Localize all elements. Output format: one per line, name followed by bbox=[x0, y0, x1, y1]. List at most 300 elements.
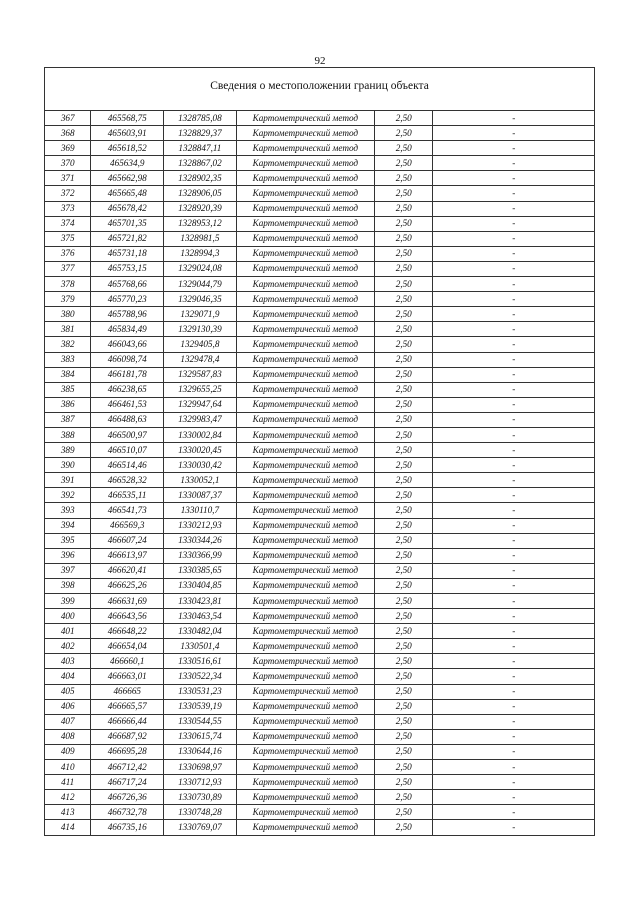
description-cell: - bbox=[433, 775, 595, 790]
point-number-cell: 397 bbox=[45, 563, 91, 578]
table-row bbox=[45, 503, 595, 518]
y-coordinate-cell: 1330110,7 bbox=[164, 503, 237, 518]
accuracy-cell: 2,50 bbox=[374, 412, 433, 427]
method-cell: Картометрический метод bbox=[236, 729, 374, 744]
x-coordinate-cell: 466607,24 bbox=[91, 533, 164, 548]
point-number-cell: 382 bbox=[45, 337, 91, 352]
y-coordinate-cell: 1330615,74 bbox=[164, 729, 237, 744]
x-coordinate-cell: 466461,53 bbox=[91, 397, 164, 412]
x-coordinate-cell: 465678,42 bbox=[91, 201, 164, 216]
method-cell: Картометрический метод bbox=[236, 277, 374, 292]
boundary-coordinates-table bbox=[44, 67, 595, 836]
accuracy-cell: 2,50 bbox=[374, 382, 433, 397]
table-row bbox=[45, 729, 595, 744]
x-coordinate-cell: 466569,3 bbox=[91, 518, 164, 533]
accuracy-cell: 2,50 bbox=[374, 744, 433, 759]
y-coordinate-cell: 1330463,54 bbox=[164, 609, 237, 624]
point-number-cell: 393 bbox=[45, 503, 91, 518]
table-title: Сведения о местоположении границ объекта bbox=[45, 68, 595, 111]
point-number-cell: 404 bbox=[45, 669, 91, 684]
description-cell: - bbox=[433, 594, 595, 609]
description-cell: - bbox=[433, 352, 595, 367]
description-cell: - bbox=[433, 684, 595, 699]
point-number-cell: 405 bbox=[45, 684, 91, 699]
method-cell: Картометрический метод bbox=[236, 201, 374, 216]
description-cell: - bbox=[433, 820, 595, 835]
point-number-cell: 372 bbox=[45, 186, 91, 201]
point-number-cell: 387 bbox=[45, 412, 91, 427]
accuracy-cell: 2,50 bbox=[374, 548, 433, 563]
x-coordinate-cell: 466528,32 bbox=[91, 473, 164, 488]
point-number-cell: 409 bbox=[45, 744, 91, 759]
method-cell: Картометрический метод bbox=[236, 684, 374, 699]
description-cell: - bbox=[433, 307, 595, 322]
description-cell: - bbox=[433, 503, 595, 518]
point-number-cell: 376 bbox=[45, 246, 91, 261]
table-row bbox=[45, 156, 595, 171]
table-row bbox=[45, 533, 595, 548]
method-cell: Картометрический метод bbox=[236, 669, 374, 684]
accuracy-cell: 2,50 bbox=[374, 639, 433, 654]
point-number-cell: 410 bbox=[45, 760, 91, 775]
table-row bbox=[45, 744, 595, 759]
description-cell: - bbox=[433, 639, 595, 654]
point-number-cell: 408 bbox=[45, 729, 91, 744]
point-number-cell: 407 bbox=[45, 714, 91, 729]
y-coordinate-cell: 1330539,19 bbox=[164, 699, 237, 714]
x-coordinate-cell: 465634,9 bbox=[91, 156, 164, 171]
description-cell: - bbox=[433, 412, 595, 427]
x-coordinate-cell: 465662,98 bbox=[91, 171, 164, 186]
y-coordinate-cell: 1330020,45 bbox=[164, 443, 237, 458]
method-cell: Картометрический метод bbox=[236, 292, 374, 307]
table-row bbox=[45, 548, 595, 563]
x-coordinate-cell: 466665 bbox=[91, 684, 164, 699]
accuracy-cell: 2,50 bbox=[374, 111, 433, 126]
y-coordinate-cell: 1330423,81 bbox=[164, 594, 237, 609]
point-number-cell: 401 bbox=[45, 624, 91, 639]
y-coordinate-cell: 1329405,8 bbox=[164, 337, 237, 352]
accuracy-cell: 2,50 bbox=[374, 261, 433, 276]
description-cell: - bbox=[433, 216, 595, 231]
method-cell: Картометрический метод bbox=[236, 307, 374, 322]
description-cell: - bbox=[433, 609, 595, 624]
table-row bbox=[45, 277, 595, 292]
x-coordinate-cell: 466181,78 bbox=[91, 367, 164, 382]
table-row bbox=[45, 367, 595, 382]
description-cell: - bbox=[433, 111, 595, 126]
table-row bbox=[45, 594, 595, 609]
x-coordinate-cell: 466732,78 bbox=[91, 805, 164, 820]
x-coordinate-cell: 465788,96 bbox=[91, 307, 164, 322]
point-number-cell: 369 bbox=[45, 141, 91, 156]
y-coordinate-cell: 1328847,11 bbox=[164, 141, 237, 156]
x-coordinate-cell: 466514,46 bbox=[91, 458, 164, 473]
table-row bbox=[45, 443, 595, 458]
x-coordinate-cell: 465731,18 bbox=[91, 246, 164, 261]
y-coordinate-cell: 1330712,93 bbox=[164, 775, 237, 790]
method-cell: Картометрический метод bbox=[236, 352, 374, 367]
point-number-cell: 375 bbox=[45, 231, 91, 246]
method-cell: Картометрический метод bbox=[236, 609, 374, 624]
accuracy-cell: 2,50 bbox=[374, 156, 433, 171]
y-coordinate-cell: 1330482,04 bbox=[164, 624, 237, 639]
table-row bbox=[45, 216, 595, 231]
x-coordinate-cell: 465618,52 bbox=[91, 141, 164, 156]
method-cell: Картометрический метод bbox=[236, 397, 374, 412]
point-number-cell: 398 bbox=[45, 578, 91, 593]
point-number-cell: 367 bbox=[45, 111, 91, 126]
method-cell: Картометрический метод bbox=[236, 412, 374, 427]
method-cell: Картометрический метод bbox=[236, 186, 374, 201]
y-coordinate-cell: 1328785,08 bbox=[164, 111, 237, 126]
method-cell: Картометрический метод bbox=[236, 443, 374, 458]
accuracy-cell: 2,50 bbox=[374, 443, 433, 458]
point-number-cell: 390 bbox=[45, 458, 91, 473]
point-number-cell: 384 bbox=[45, 367, 91, 382]
table-row bbox=[45, 397, 595, 412]
y-coordinate-cell: 1330769,07 bbox=[164, 820, 237, 835]
description-cell: - bbox=[433, 156, 595, 171]
table-row bbox=[45, 352, 595, 367]
table-row bbox=[45, 126, 595, 141]
x-coordinate-cell: 466663,01 bbox=[91, 669, 164, 684]
method-cell: Картометрический метод bbox=[236, 382, 374, 397]
description-cell: - bbox=[433, 714, 595, 729]
y-coordinate-cell: 1328994,3 bbox=[164, 246, 237, 261]
point-number-cell: 391 bbox=[45, 473, 91, 488]
method-cell: Картометрический метод bbox=[236, 156, 374, 171]
point-number-cell: 379 bbox=[45, 292, 91, 307]
x-coordinate-cell: 466717,24 bbox=[91, 775, 164, 790]
accuracy-cell: 2,50 bbox=[374, 216, 433, 231]
accuracy-cell: 2,50 bbox=[374, 171, 433, 186]
accuracy-cell: 2,50 bbox=[374, 246, 433, 261]
table-row bbox=[45, 639, 595, 654]
y-coordinate-cell: 1328829,37 bbox=[164, 126, 237, 141]
point-number-cell: 412 bbox=[45, 790, 91, 805]
accuracy-cell: 2,50 bbox=[374, 609, 433, 624]
x-coordinate-cell: 466712,42 bbox=[91, 760, 164, 775]
method-cell: Картометрический метод bbox=[236, 714, 374, 729]
point-number-cell: 400 bbox=[45, 609, 91, 624]
method-cell: Картометрический метод bbox=[236, 246, 374, 261]
method-cell: Картометрический метод bbox=[236, 261, 374, 276]
table-row bbox=[45, 805, 595, 820]
method-cell: Картометрический метод bbox=[236, 216, 374, 231]
description-cell: - bbox=[433, 563, 595, 578]
description-cell: - bbox=[433, 427, 595, 442]
y-coordinate-cell: 1330404,85 bbox=[164, 578, 237, 593]
x-coordinate-cell: 465603,91 bbox=[91, 126, 164, 141]
description-cell: - bbox=[433, 141, 595, 156]
accuracy-cell: 2,50 bbox=[374, 684, 433, 699]
accuracy-cell: 2,50 bbox=[374, 503, 433, 518]
x-coordinate-cell: 466625,26 bbox=[91, 578, 164, 593]
y-coordinate-cell: 1330385,65 bbox=[164, 563, 237, 578]
x-coordinate-cell: 466620,41 bbox=[91, 563, 164, 578]
table-row bbox=[45, 684, 595, 699]
description-cell: - bbox=[433, 533, 595, 548]
accuracy-cell: 2,50 bbox=[374, 790, 433, 805]
y-coordinate-cell: 1329947,64 bbox=[164, 397, 237, 412]
x-coordinate-cell: 466666,44 bbox=[91, 714, 164, 729]
method-cell: Картометрический метод bbox=[236, 367, 374, 382]
method-cell: Картометрический метод bbox=[236, 503, 374, 518]
table-row bbox=[45, 171, 595, 186]
table-row bbox=[45, 292, 595, 307]
description-cell: - bbox=[433, 126, 595, 141]
method-cell: Картометрический метод bbox=[236, 654, 374, 669]
description-cell: - bbox=[433, 790, 595, 805]
table-row bbox=[45, 261, 595, 276]
table-row bbox=[45, 790, 595, 805]
accuracy-cell: 2,50 bbox=[374, 292, 433, 307]
y-coordinate-cell: 1329024,08 bbox=[164, 261, 237, 276]
point-number-cell: 413 bbox=[45, 805, 91, 820]
y-coordinate-cell: 1330366,99 bbox=[164, 548, 237, 563]
method-cell: Картометрический метод bbox=[236, 639, 374, 654]
table-row bbox=[45, 578, 595, 593]
point-number-cell: 394 bbox=[45, 518, 91, 533]
point-number-cell: 378 bbox=[45, 277, 91, 292]
y-coordinate-cell: 1330087,37 bbox=[164, 488, 237, 503]
x-coordinate-cell: 466098,74 bbox=[91, 352, 164, 367]
y-coordinate-cell: 1330030,42 bbox=[164, 458, 237, 473]
accuracy-cell: 2,50 bbox=[374, 578, 433, 593]
page-number: 92 bbox=[314, 55, 326, 67]
point-number-cell: 414 bbox=[45, 820, 91, 835]
x-coordinate-cell: 466660,1 bbox=[91, 654, 164, 669]
table-row bbox=[45, 775, 595, 790]
accuracy-cell: 2,50 bbox=[374, 186, 433, 201]
y-coordinate-cell: 1328953,12 bbox=[164, 216, 237, 231]
method-cell: Картометрический метод bbox=[236, 473, 374, 488]
table-row bbox=[45, 609, 595, 624]
x-coordinate-cell: 465568,75 bbox=[91, 111, 164, 126]
description-cell: - bbox=[433, 548, 595, 563]
y-coordinate-cell: 1328920,39 bbox=[164, 201, 237, 216]
description-cell: - bbox=[433, 201, 595, 216]
point-number-cell: 377 bbox=[45, 261, 91, 276]
x-coordinate-cell: 466613,97 bbox=[91, 548, 164, 563]
y-coordinate-cell: 1330544,55 bbox=[164, 714, 237, 729]
x-coordinate-cell: 466654,04 bbox=[91, 639, 164, 654]
point-number-cell: 411 bbox=[45, 775, 91, 790]
y-coordinate-cell: 1330052,1 bbox=[164, 473, 237, 488]
accuracy-cell: 2,50 bbox=[374, 473, 433, 488]
x-coordinate-cell: 466631,69 bbox=[91, 594, 164, 609]
x-coordinate-cell: 465721,82 bbox=[91, 231, 164, 246]
table-row bbox=[45, 322, 595, 337]
method-cell: Картометрический метод bbox=[236, 775, 374, 790]
x-coordinate-cell: 465770,23 bbox=[91, 292, 164, 307]
description-cell: - bbox=[433, 654, 595, 669]
accuracy-cell: 2,50 bbox=[374, 427, 433, 442]
x-coordinate-cell: 465701,35 bbox=[91, 216, 164, 231]
y-coordinate-cell: 1328867,02 bbox=[164, 156, 237, 171]
description-cell: - bbox=[433, 277, 595, 292]
accuracy-cell: 2,50 bbox=[374, 488, 433, 503]
accuracy-cell: 2,50 bbox=[374, 397, 433, 412]
y-coordinate-cell: 1330698,97 bbox=[164, 760, 237, 775]
method-cell: Картометрический метод bbox=[236, 427, 374, 442]
y-coordinate-cell: 1328906,05 bbox=[164, 186, 237, 201]
accuracy-cell: 2,50 bbox=[374, 729, 433, 744]
accuracy-cell: 2,50 bbox=[374, 775, 433, 790]
x-coordinate-cell: 466687,92 bbox=[91, 729, 164, 744]
y-coordinate-cell: 1330212,93 bbox=[164, 518, 237, 533]
x-coordinate-cell: 465768,66 bbox=[91, 277, 164, 292]
y-coordinate-cell: 1329044,79 bbox=[164, 277, 237, 292]
y-coordinate-cell: 1330344,26 bbox=[164, 533, 237, 548]
description-cell: - bbox=[433, 578, 595, 593]
description-cell: - bbox=[433, 458, 595, 473]
y-coordinate-cell: 1329478,4 bbox=[164, 352, 237, 367]
accuracy-cell: 2,50 bbox=[374, 594, 433, 609]
x-coordinate-cell: 466535,11 bbox=[91, 488, 164, 503]
method-cell: Картометрический метод bbox=[236, 820, 374, 835]
description-cell: - bbox=[433, 337, 595, 352]
y-coordinate-cell: 1330002,84 bbox=[164, 427, 237, 442]
table-row bbox=[45, 473, 595, 488]
method-cell: Картометрический метод bbox=[236, 488, 374, 503]
table-row bbox=[45, 760, 595, 775]
point-number-cell: 399 bbox=[45, 594, 91, 609]
method-cell: Картометрический метод bbox=[236, 141, 374, 156]
table-row bbox=[45, 231, 595, 246]
method-cell: Картометрический метод bbox=[236, 744, 374, 759]
y-coordinate-cell: 1330730,89 bbox=[164, 790, 237, 805]
point-number-cell: 392 bbox=[45, 488, 91, 503]
method-cell: Картометрический метод bbox=[236, 231, 374, 246]
accuracy-cell: 2,50 bbox=[374, 699, 433, 714]
description-cell: - bbox=[433, 397, 595, 412]
point-number-cell: 395 bbox=[45, 533, 91, 548]
y-coordinate-cell: 1329983,47 bbox=[164, 412, 237, 427]
method-cell: Картометрический метод bbox=[236, 760, 374, 775]
accuracy-cell: 2,50 bbox=[374, 820, 433, 835]
x-coordinate-cell: 466643,56 bbox=[91, 609, 164, 624]
point-number-cell: 403 bbox=[45, 654, 91, 669]
accuracy-cell: 2,50 bbox=[374, 518, 433, 533]
point-number-cell: 402 bbox=[45, 639, 91, 654]
table-row bbox=[45, 518, 595, 533]
accuracy-cell: 2,50 bbox=[374, 231, 433, 246]
y-coordinate-cell: 1329130,39 bbox=[164, 322, 237, 337]
point-number-cell: 374 bbox=[45, 216, 91, 231]
description-cell: - bbox=[433, 805, 595, 820]
table-row bbox=[45, 563, 595, 578]
description-cell: - bbox=[433, 292, 595, 307]
description-cell: - bbox=[433, 171, 595, 186]
description-cell: - bbox=[433, 367, 595, 382]
x-coordinate-cell: 466695,28 bbox=[91, 744, 164, 759]
table-row bbox=[45, 699, 595, 714]
table-row bbox=[45, 382, 595, 397]
accuracy-cell: 2,50 bbox=[374, 760, 433, 775]
y-coordinate-cell: 1328902,35 bbox=[164, 171, 237, 186]
y-coordinate-cell: 1330644,16 bbox=[164, 744, 237, 759]
point-number-cell: 368 bbox=[45, 126, 91, 141]
x-coordinate-cell: 466735,16 bbox=[91, 820, 164, 835]
point-number-cell: 396 bbox=[45, 548, 91, 563]
accuracy-cell: 2,50 bbox=[374, 533, 433, 548]
table-title-row bbox=[45, 68, 595, 111]
description-cell: - bbox=[433, 518, 595, 533]
point-number-cell: 373 bbox=[45, 201, 91, 216]
accuracy-cell: 2,50 bbox=[374, 624, 433, 639]
accuracy-cell: 2,50 bbox=[374, 563, 433, 578]
x-coordinate-cell: 466488,63 bbox=[91, 412, 164, 427]
accuracy-cell: 2,50 bbox=[374, 322, 433, 337]
accuracy-cell: 2,50 bbox=[374, 458, 433, 473]
description-cell: - bbox=[433, 231, 595, 246]
description-cell: - bbox=[433, 488, 595, 503]
point-number-cell: 389 bbox=[45, 443, 91, 458]
y-coordinate-cell: 1329587,83 bbox=[164, 367, 237, 382]
x-coordinate-cell: 466665,57 bbox=[91, 699, 164, 714]
x-coordinate-cell: 465665,48 bbox=[91, 186, 164, 201]
method-cell: Картометрический метод bbox=[236, 518, 374, 533]
method-cell: Картометрический метод bbox=[236, 171, 374, 186]
x-coordinate-cell: 466726,36 bbox=[91, 790, 164, 805]
x-coordinate-cell: 466238,65 bbox=[91, 382, 164, 397]
method-cell: Картометрический метод bbox=[236, 699, 374, 714]
table-row bbox=[45, 624, 595, 639]
y-coordinate-cell: 1328981,5 bbox=[164, 231, 237, 246]
method-cell: Картометрический метод bbox=[236, 563, 374, 578]
point-number-cell: 380 bbox=[45, 307, 91, 322]
x-coordinate-cell: 466500,97 bbox=[91, 427, 164, 442]
method-cell: Картометрический метод bbox=[236, 578, 374, 593]
table-row bbox=[45, 201, 595, 216]
description-cell: - bbox=[433, 699, 595, 714]
description-cell: - bbox=[433, 760, 595, 775]
table-row bbox=[45, 186, 595, 201]
accuracy-cell: 2,50 bbox=[374, 367, 433, 382]
description-cell: - bbox=[433, 261, 595, 276]
table-row bbox=[45, 669, 595, 684]
accuracy-cell: 2,50 bbox=[374, 654, 433, 669]
description-cell: - bbox=[433, 246, 595, 261]
x-coordinate-cell: 466541,73 bbox=[91, 503, 164, 518]
table-row bbox=[45, 714, 595, 729]
accuracy-cell: 2,50 bbox=[374, 352, 433, 367]
accuracy-cell: 2,50 bbox=[374, 714, 433, 729]
y-coordinate-cell: 1330522,34 bbox=[164, 669, 237, 684]
y-coordinate-cell: 1330516,61 bbox=[164, 654, 237, 669]
description-cell: - bbox=[433, 669, 595, 684]
method-cell: Картометрический метод bbox=[236, 805, 374, 820]
method-cell: Картометрический метод bbox=[236, 790, 374, 805]
method-cell: Картометрический метод bbox=[236, 548, 374, 563]
accuracy-cell: 2,50 bbox=[374, 201, 433, 216]
table-row bbox=[45, 458, 595, 473]
x-coordinate-cell: 465753,15 bbox=[91, 261, 164, 276]
table-row bbox=[45, 307, 595, 322]
table-row bbox=[45, 820, 595, 835]
point-number-cell: 388 bbox=[45, 427, 91, 442]
point-number-cell: 386 bbox=[45, 397, 91, 412]
description-cell: - bbox=[433, 382, 595, 397]
description-cell: - bbox=[433, 624, 595, 639]
description-cell: - bbox=[433, 186, 595, 201]
method-cell: Картометрический метод bbox=[236, 111, 374, 126]
method-cell: Картометрический метод bbox=[236, 533, 374, 548]
table-row bbox=[45, 111, 595, 126]
table-row bbox=[45, 141, 595, 156]
